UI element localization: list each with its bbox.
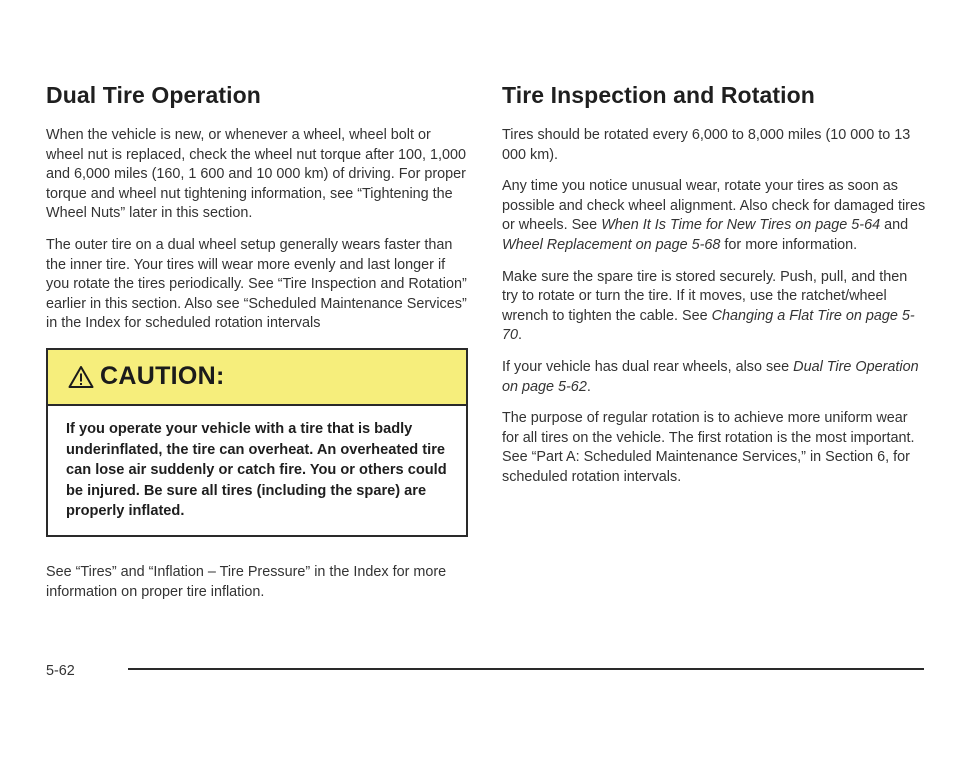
page-number: 5-62 [46,663,75,679]
paragraph-rotation-interval: Tires should be rotated every 6,000 to 8,000 miles (10 000 to 13 000 km). [502,127,911,163]
footer-divider [128,668,924,670]
caution-body: If you operate your vehicle with a tire that is badly underinflated, the tire can overheat. An overheated tire can lose air suddenly or catch fire. You or others could be injured. Be sure all tires (including the spare) are properly inflated. [66,420,447,520]
paragraph-dual-rear-wheels: If your vehicle has dual rear wheels, also see Dual Tire Operation on page 5-62. [502,358,919,395]
link-dual-tire-operation-reference[interactable]: Dual Tire Operation on page 5-62 [502,358,919,395]
left-column [46,82,470,614]
warning-triangle-icon [68,365,94,389]
paragraph-unusual-wear: Any time you notice unusual wear, rotate your tires as soon as possible and check wheel alignment. Also check for damaged tires or wheels. See When It Is Time for New Tires on page 5-64 and Wheel Replacement on page 5-68 for more information. [502,178,926,253]
caution-box [46,348,468,537]
caution-header [48,350,466,406]
link-new-tires-reference[interactable]: When It Is Time for New Tires on page 5-64 [601,217,881,234]
caution-title: CAUTION: [100,362,225,391]
link-changing-flat-tire-reference[interactable]: Changing a Flat Tire on page 5-70 [502,307,915,344]
heading-tire-inspection-rotation: Tire Inspection and Rotation [502,82,815,108]
heading-dual-tire-operation: Dual Tire Operation [46,82,261,108]
paragraph-wheel-nut-torque: When the vehicle is new, or whenever a wheel, wheel bolt or wheel nut is replaced, check the wheel nut torque after 100, 1,000 and 6,000 miles (160, 1 600 and 10 000 km) of driving. For proper torque and wheel nut tightening information, see “Tightening the Wheel Nuts” later in this section. [46,127,466,222]
link-wheel-replacement-reference[interactable]: Wheel Replacement on page 5-68 [502,236,721,253]
paragraph-rotation-purpose: The purpose of regular rotation is to achieve more uniform wear for all tires on the vehicle. The first rotation is the most important. See “Part A: Scheduled Maintenance Services,” in Section 6, for scheduled rotation intervals. [502,410,915,485]
paragraph-outer-tire-wear: The outer tire on a dual wheel setup generally wears faster than the inner tire. Your tires will wear more evenly and last longer if you rotate the tires periodically. See “Tire Inspection and Rotation” earlier in this section. Also see “Scheduled Maintenance Services” in the Index for scheduled rotation intervals [46,236,467,332]
right-column [502,82,926,500]
paragraph-tire-inflation-reference: See “Tires” and “Inflation – Tire Pressure” in the Index for more information on proper tire inflation. [46,563,447,600]
paragraph-spare-tire-secure: Make sure the spare tire is stored securely. Push, pull, and then try to rotate or turn the tire. If it moves, use the ratchet/wheel wrench to tighten the cable. See Changing a Flat Tire on page 5-70. [502,268,915,344]
